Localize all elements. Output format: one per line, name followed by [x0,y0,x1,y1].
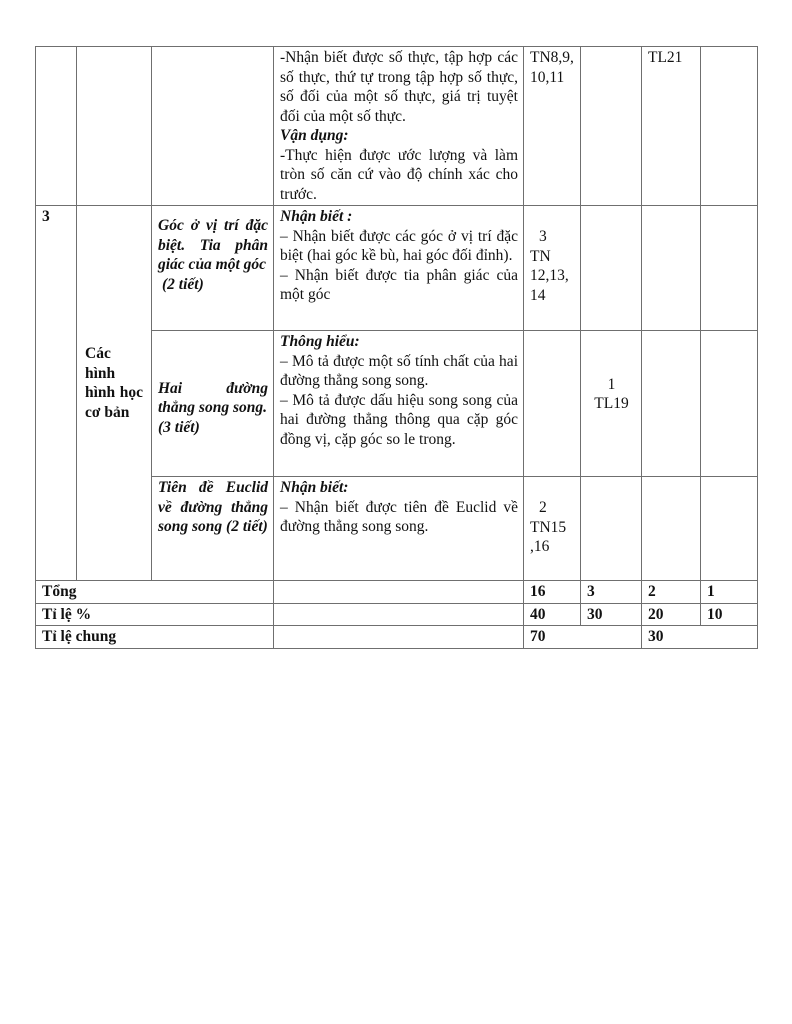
level-heading: Nhận biết: [280,479,349,496]
chapter-name: Các hình hình học cơ bản [85,345,143,421]
total-row: Tổng 16 3 2 1 [36,581,758,604]
requirement-cell: Thông hiểu: – Mô tả được một số tính chất của hai đường thẳng song song. – Mô tả được dấu hiệu song song của hai đường thẳng thông qua cặp góc đồng vị, cặp góc so le trong. [274,331,524,477]
table-row [36,47,758,206]
assessment-matrix-table [35,46,758,649]
tn-cell: 2 TN15 ,16 [524,477,581,581]
table-row [36,206,758,331]
level-heading: Vận dụng: [280,127,349,144]
level-heading: Thông hiểu: [280,333,360,350]
requirement-cell: Nhận biết : – Nhận biết được các góc ở vị trí đặc biệt (hai góc kề bù, hai góc đối đỉnh). – Nhận biết được tia phân giác của một góc [274,206,524,331]
requirement-cell: -Nhận biết được số thực, tập hợp các số thực, thứ tự trong tập hợp số thực, số đối của một số thực, giá trị tuyệt đối của một số thực. Vận dụng: -Thực hiện được ước lượng và làm tròn số căn cứ vào độ chính xác cho trước. [274,47,524,206]
level-heading: Nhận biết : [280,208,353,225]
requirement-cell: Nhận biết: – Nhận biết được tiên đề Euclid về đường thẳng song song. [274,477,524,581]
tl-cell: TL21 [642,47,701,206]
chapter-index: 3 [36,206,77,581]
topic-cell: Góc ở vị trí đặc biệt. Tia phân giác của một góc (2 tiết) [152,206,274,331]
general-ratio-row: Tỉ lệ chung 70 30 [36,626,758,649]
tn-cell: 3 TN 12,13, 14 [524,206,581,331]
tn-cell: TN8,9,10,11 [524,47,581,206]
chapter-name-cell [77,206,152,581]
topic-cell: Tiên đề Euclid về đường thẳng song song (2 tiết) [152,477,274,581]
th-cell: 1 TL19 [581,331,642,477]
topic-cell: Hai đường thẳng song song. (3 tiết) [152,331,274,477]
percent-row: Tỉ lệ % 40 30 20 10 [36,603,758,626]
